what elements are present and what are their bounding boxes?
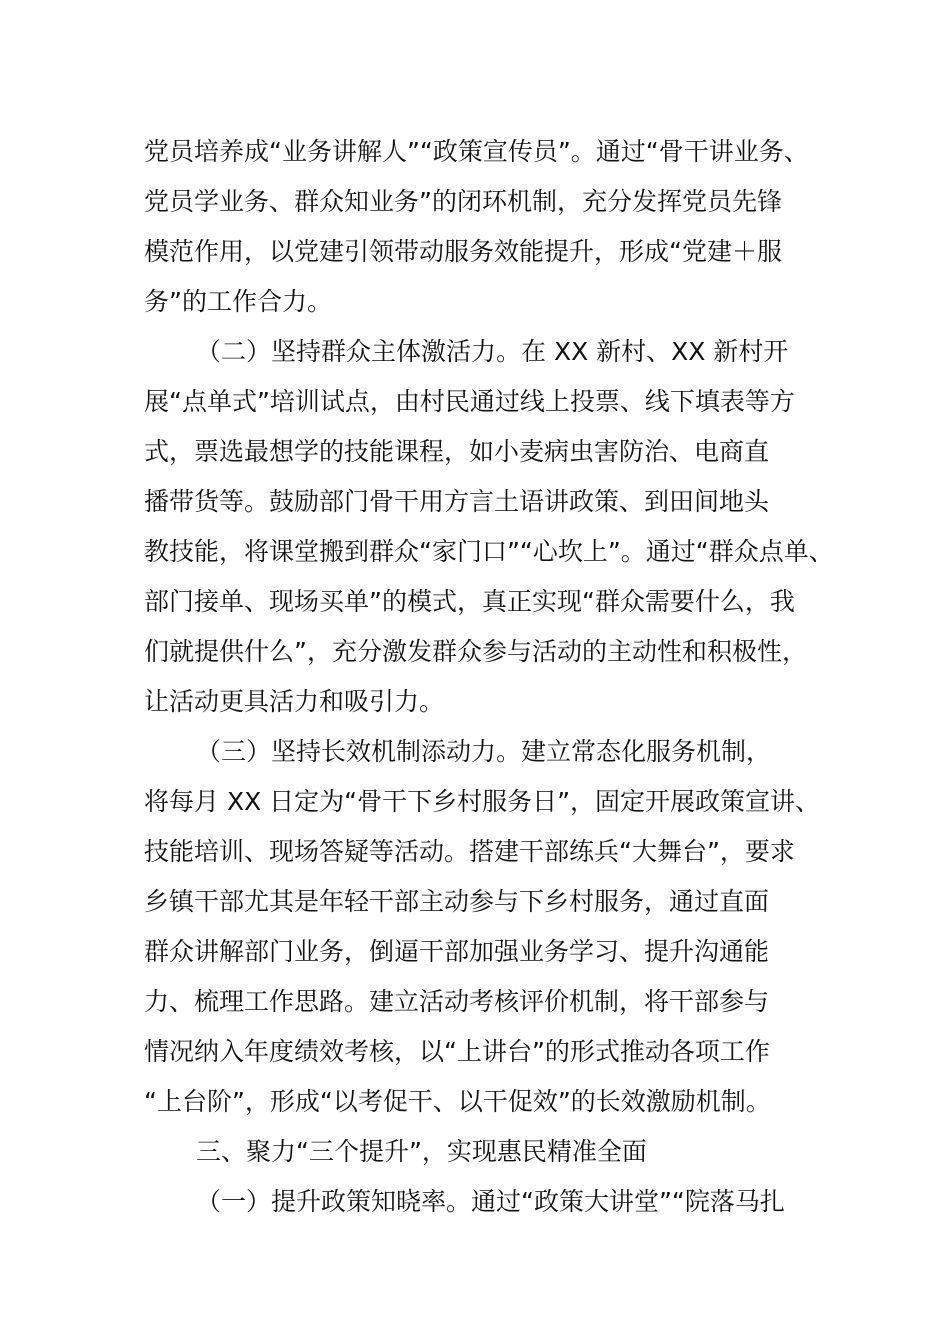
paragraph-heading-1: （一）提升政策知晓率。通过“政策大讲堂”“院落马扎 [196, 1187, 785, 1216]
paragraph-heading-3: （三）坚持长效机制添动力。建立常态化服务机制， [196, 737, 772, 766]
text-line: 式，票选最想学的技能课程，如小麦病虫害防治、电商直 [144, 437, 770, 466]
text-line: 们就提供什么”，充分激发群众参与活动的主动性和积极性， [144, 637, 807, 666]
text-line: 播带货等。鼓励部门骨干用方言土语讲政策、到田间地头 [144, 487, 770, 516]
text-line: 情况纳入年度绩效考核，以“上讲台”的形式推动各项工作 [144, 1037, 770, 1066]
text-line: 将每月 XX 日定为“骨干下乡村服务日”，固定开展政策宣讲、 [144, 787, 821, 816]
text-line: 模范作用，以党建引领带动服务效能提升，形成“党建＋服 [144, 237, 782, 266]
text-line: 党员学业务、群众知业务”的闭环机制，充分发挥党员先锋 [144, 187, 782, 216]
text-line: 力、梳理工作思路。建立活动考核评价机制，将干部参与 [144, 987, 770, 1016]
text-line: 乡镇干部尤其是年轻干部主动参与下乡村服务，通过直面 [144, 887, 770, 916]
text-line: 教技能，将课堂搬到群众“家门口”“心坎上”。通过“群众点单、 [144, 537, 834, 566]
text-line: 技能培训、现场答疑等活动。搭建干部练兵“大舞台”，要求 [144, 837, 795, 866]
text-line: 让活动更具活力和吸引力。 [144, 687, 445, 716]
text-line: 党员培养成“业务讲解人”“政策宣传员”。通过“骨干讲业务、 [144, 137, 809, 166]
text-line: 务”的工作合力。 [144, 287, 332, 316]
document-body [144, 127, 834, 1227]
text-line: “上台阶”，形成“以考促干、以干促效”的长效激励机制。 [144, 1087, 771, 1116]
text-line: 展“点单式”培训试点，由村民通过线上投票、线下填表等方 [144, 387, 795, 416]
paragraph-heading-2: （二）坚持群众主体激活力。在 XX 新村、XX 新村开 [196, 337, 789, 366]
text-line: 群众讲解部门业务，倒逼干部加强业务学习、提升沟通能 [144, 937, 770, 966]
section-heading-3: 三、聚力“三个提升”，实现惠民精准全面 [196, 1137, 647, 1166]
text-line: 部门接单、现场买单”的模式，真正实现“群众需要什么，我 [144, 587, 795, 616]
